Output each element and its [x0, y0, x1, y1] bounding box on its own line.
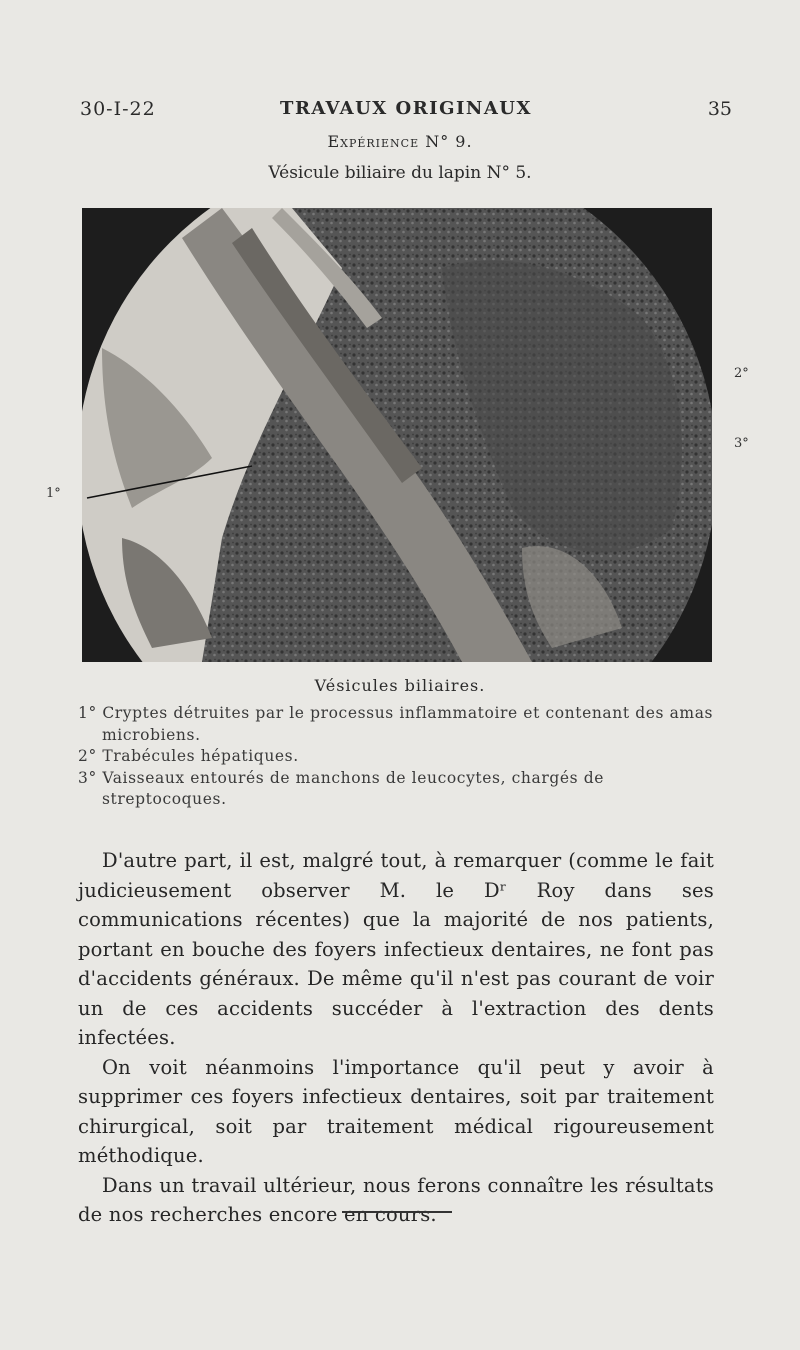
figure-marker-3: 3° — [734, 436, 749, 451]
figure-marker-2: 2° — [734, 366, 749, 381]
figure-caption-title: Vésicules biliaires. — [314, 676, 486, 695]
legend-item-1: 1° Cryptes détruites par le processus inflammatoire et contenant des amas microbiens. — [78, 704, 714, 744]
page-number: 35 — [707, 98, 732, 120]
figure-legend — [78, 703, 728, 811]
experience-subtitle: Vésicule biliaire du lapin N° 5. — [268, 163, 532, 183]
legend-item-3: 3° Vaisseaux entourés de manchons de leucocytes, chargés de streptocoques. — [78, 768, 605, 808]
running-head-date: 30-I-22 — [80, 98, 156, 120]
body-paragraph-1: D'autre part, il est, malgré tout, à remarquer (comme le fait judicieusement observer M. le Dʳ Roy dans ses communications récentes) que la majorité de nos patients, portant en bouche des foyers infectieux dentaires, ne font pas d'accidents généraux. De même qu'il n'est pas courant de voir un de ces accidents succéder à l'extraction des dents infectées. — [78, 849, 714, 1049]
experience-title: Expérience N° 9. — [327, 132, 473, 151]
micrograph-figure — [82, 208, 712, 662]
body-paragraph-2: On voit néanmoins l'importance qu'il peut y avoir à supprimer ces foyers infectieux dentaires, soit par traitement chirurgical, soit par traitement médical rigoureusement méthodique. — [78, 1055, 714, 1167]
micrograph-image — [82, 208, 712, 662]
body-paragraph-3: Dans un travail ultérieur, nous ferons connaître les résultats de nos recherches encore en cours. — [78, 1173, 714, 1226]
running-head-title: TRAVAUX ORIGINAUX — [280, 98, 532, 119]
running-head — [80, 98, 732, 124]
section-end-rule — [342, 1211, 452, 1213]
body-text — [78, 846, 714, 1230]
figure-marker-1: 1° — [46, 486, 61, 501]
legend-item-2: 2° Trabécules hépatiques. — [78, 747, 299, 765]
